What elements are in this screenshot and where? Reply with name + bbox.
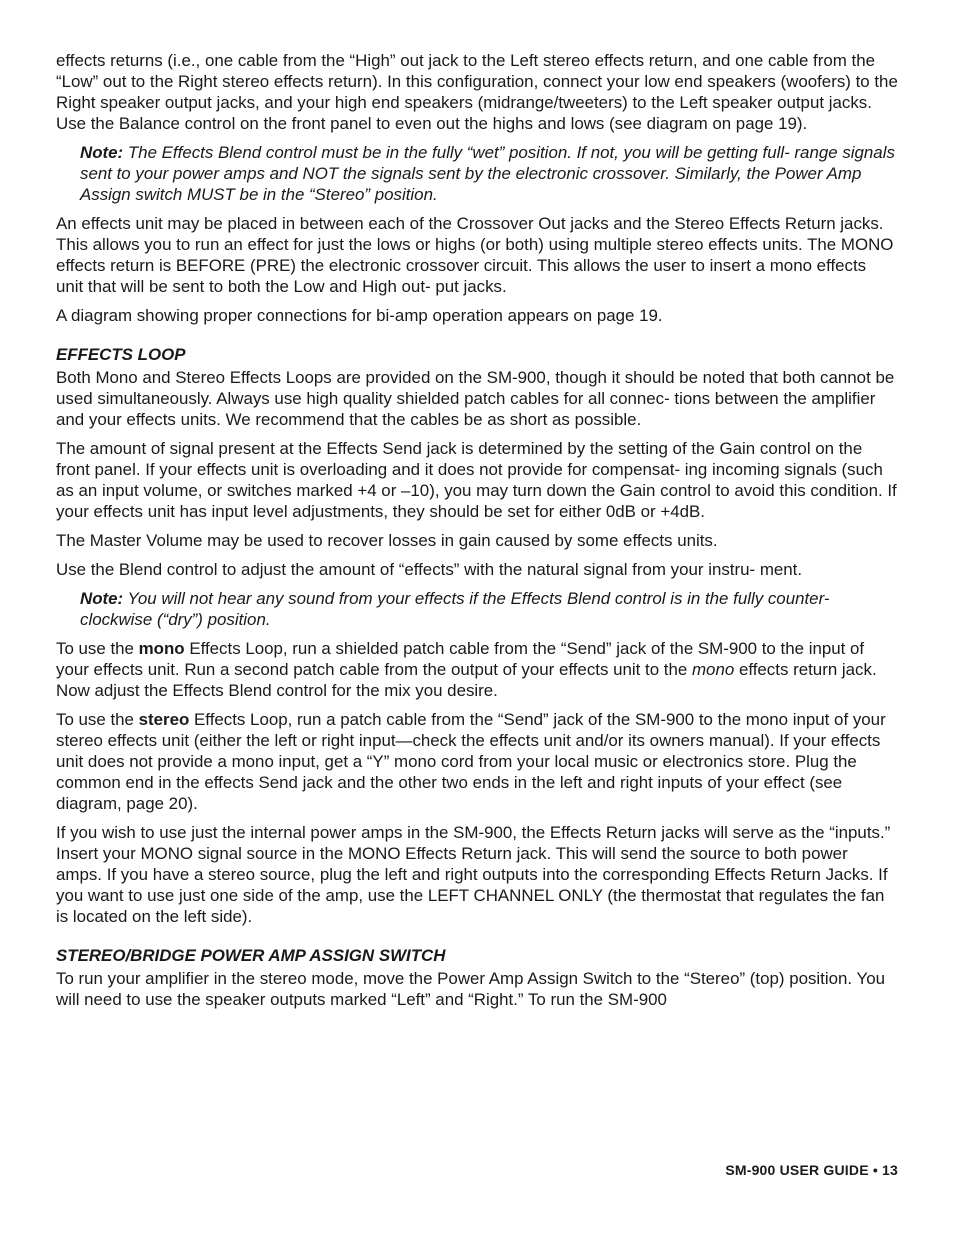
paragraph-stereo-effects-loop [56, 709, 898, 814]
note-label: Note: [80, 589, 124, 608]
note-effects-blend-wet [80, 142, 898, 205]
paragraph-internal-power-amps: If you wish to use just the internal power amps in the SM-900, the Effects Return jacks will serve as the “inputs.” Insert your MONO signal source in the MONO Effects Return jack. This will send the source to both power amps. If you have a stereo source, plug the left and right outputs into the corresponding Effects Return Jacks. If you want to use just one side of the amp, use the LEFT CHANNEL ONLY (the thermostat that regulates the fan is located on the left side). [56, 823, 891, 926]
note-text: The Effects Blend control must be in the fully “wet” position. If not, you will be getting full- range signals sent to your power amps and NOT the signals sent by the electronic crossover. Similarly, the Power Amp Assign switch MUST be in the “Stereo” position. [80, 143, 895, 204]
paragraph-crossover-returns: effects returns (i.e., one cable from the “High” out jack to the Left stereo effects return, and one cable from the “Low” out to the Right stereo effects return). In this configuration, connect your low end speakers (woofers) to the Right speaker output jacks, and your high end speakers (midrange/tweeters) to the Left speaker output jacks. Use the Balance control on the front panel to even out the highs and lows (see diagram on page 19). [56, 51, 898, 133]
note-effects-blend-dry [80, 588, 898, 630]
text-run: To use the [56, 710, 139, 729]
paragraph-effects-send-level: The amount of signal present at the Effects Send jack is determined by the setting of the Gain control on the front panel. If your effects unit is overloading and it does not provide for compensat- ing incoming signals (such as an input volume, or switches marked +4 or –10), you may turn down the Gain control to avoid this condition. If your effects unit has input level adjustments, they should be set for either 0dB or +4dB. [56, 439, 897, 521]
paragraph-mono-effects-loop [56, 638, 898, 701]
note-text: You will not hear any sound from your effects if the Effects Blend control is in the fully counter-clockwise (“dry”) position. [80, 589, 830, 629]
paragraph-bi-amp-diagram: A diagram showing proper connections for bi-amp operation appears on page 19. [56, 306, 663, 325]
paragraph-blend-control: Use the Blend control to adjust the amount of “effects” with the natural signal from your instru- ment. [56, 560, 803, 579]
paragraph-effects-unit-between: An effects unit may be placed in between each of the Crossover Out jacks and the Stereo Effects Return jacks. This allows you to run an effect for just the lows or highs (or both) using multiple stereo effects units. The MONO effects return is BEFORE (PRE) the electronic crossover circuit. This allows the user to insert a mono effects unit that will be sent to both the Low and High out- put jacks. [56, 214, 894, 296]
text-run: Effects Loop, run a patch cable from the “Send” jack of the SM-900 to the mono input of your stereo effects unit (either the left or right input—check the effects unit and/or its owners manual). If your effects unit does not provide a mono input, get a “Y” mono cord from your local music or electronics store. Plug the common end in the effects Send jack and the other two ends in the left and right inputs of your effect (see diagram, page 20). [56, 710, 886, 813]
paragraph-stereo-mode: To run your amplifier in the stereo mode, move the Power Amp Assign Switch to the “Stereo” (top) position. You will need to use the speaker outputs marked “Left” and “Right.” To run the SM-900 [56, 969, 885, 1009]
text-run: To use the [56, 639, 139, 658]
page-footer: SM-900 USER GUIDE • 13 [725, 1162, 898, 1178]
text-bold-stereo: stereo [138, 710, 190, 729]
text-run: Effects Loop, run a shielded patch cable from the “Send” jack of the SM-900 to the input of your effects unit. Run a second patch cable from the output of your effects unit to the [56, 639, 865, 679]
heading-stereo-bridge-switch: STEREO/BRIDGE POWER AMP ASSIGN SWITCH [56, 946, 446, 965]
document-page [56, 50, 898, 1018]
note-label: Note: [80, 143, 124, 162]
heading-effects-loop: EFFECTS LOOP [56, 345, 186, 364]
paragraph-master-volume: The Master Volume may be used to recover losses in gain caused by some effects units. [56, 531, 718, 550]
text-italic-mono: mono [691, 660, 735, 679]
text-bold-mono: mono [138, 639, 185, 658]
text-run: effects return jack. Now adjust the Effects Blend control for the mix you desire. [56, 660, 877, 700]
paragraph-effects-loops-provided: Both Mono and Stereo Effects Loops are provided on the SM-900, though it should be noted that both cannot be used simultaneously. Always use high quality shielded patch cables for all connec- tions between the amplifier and your effects units. We recommend that the cables be as short as possible. [56, 368, 895, 429]
